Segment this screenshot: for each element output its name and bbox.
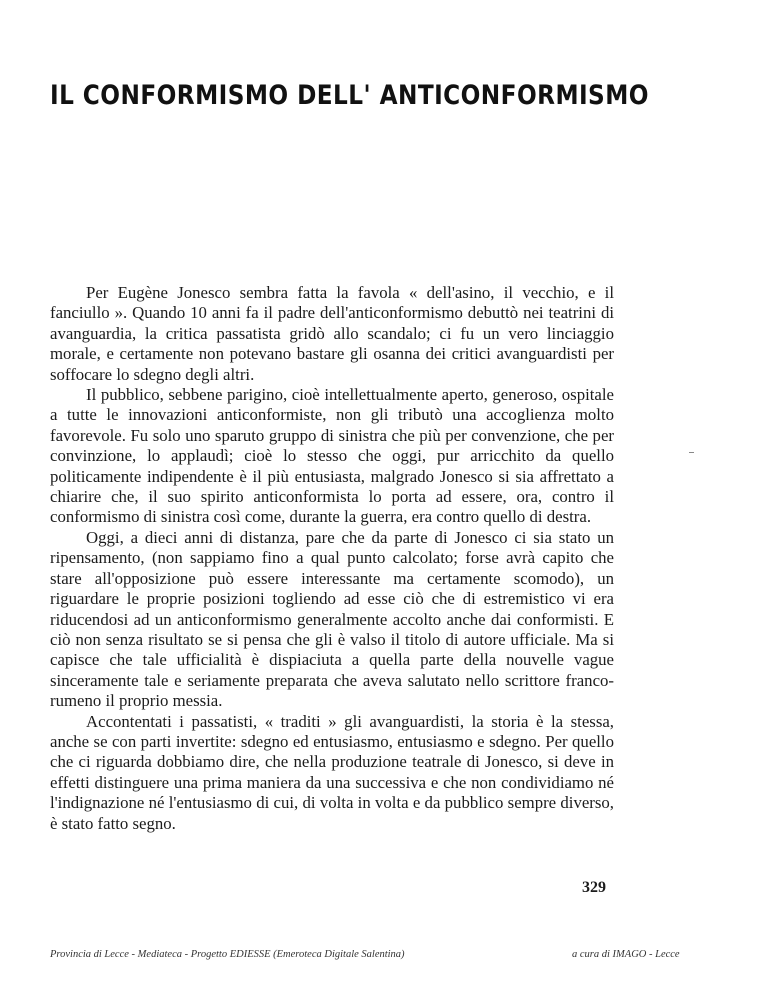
paragraph-1: Per Eugène Jonesco sembra fatta la favola « dell'asino, il vecchio, e il fanciullo ». Quando 10 anni fa il padre dell'anticonformismo debuttò nei teatrini di avanguardia, la critica passatista gridò allo scandalo; ci fu un vero linciaggio morale, e certamente non potevano bastare gli osanna dei critici avanguardisti per soffocare lo sdegno degli altri. <box>50 283 614 384</box>
paragraph-4: Accontentati i passatisti, « traditi » gli avanguardisti, la storia è la stessa, anche se con parti invertite: sdegno ed entusiasmo, entusiasmo e sdegno. Per quello che ci riguarda dobbiamo dire, che nella produzione teatrale di Jonesco, si deve in effetti distinguere una prima maniera da una successiva e che non condividiamo né l'indignazione né l'entusiasmo di cui, di volta in volta e da pubblico sempre diverso, è stato fatto segno. <box>50 711 614 833</box>
footer-source: Provincia di Lecce - Mediateca - Progetto EDIESSE (Emeroteca Digitale Salentina) <box>50 949 405 960</box>
paragraph-2: Il pubblico, sebbene parigino, cioè intellettualmente aperto, generoso, ospitale a tutte le innovazioni anticonformiste, non gli tributò una accoglienza molto favorevole. Fu solo uno sparuto gruppo di sinistra che più per convenzione, che per convinzione, lo applaudì; cioè lo stesso che oggi, pur arricchito da quello politicamente indipendente è il più entusiasta, malgrado Jonesco si sia affrettato a chiarire che, il suo spirito anticonformista lo porta ad essere, ora, contro il conformismo di sinistra così come, durante la guerra, era contro quello di destra. <box>50 385 614 527</box>
paragraph-3: Oggi, a dieci anni di distanza, pare che da parte di Jonesco ci sia stato un ripensamento, (non sappiamo fino a qual punto calcolato; forse avrà capito che stare all'opposizione può essere interessante ma certamente scomodo), un riguardare le proprie posizioni togliendo ad esse ciò che di estremistico vi era riducendosi ad un anticonformismo generalmente accolto anche dai conformisti. E ciò non senza risultato se si pensa che gli è valso il titolo di autore ufficiale. Ma si capisce che tale ufficialità è dispiaciuta a quella parte della nouvelle vague sinceramente tale e seriamente preparata che aveva salutato nello scrittore franco-rumeno il proprio messia. <box>50 527 614 711</box>
footer-credit: a cura di IMAGO - Lecce <box>572 949 680 960</box>
article-title: IL CONFORMISMO DELL' ANTICONFORMISMO <box>50 80 649 111</box>
scan-mark <box>689 452 694 453</box>
page-number: 329 <box>582 879 606 896</box>
article-body <box>50 283 614 834</box>
